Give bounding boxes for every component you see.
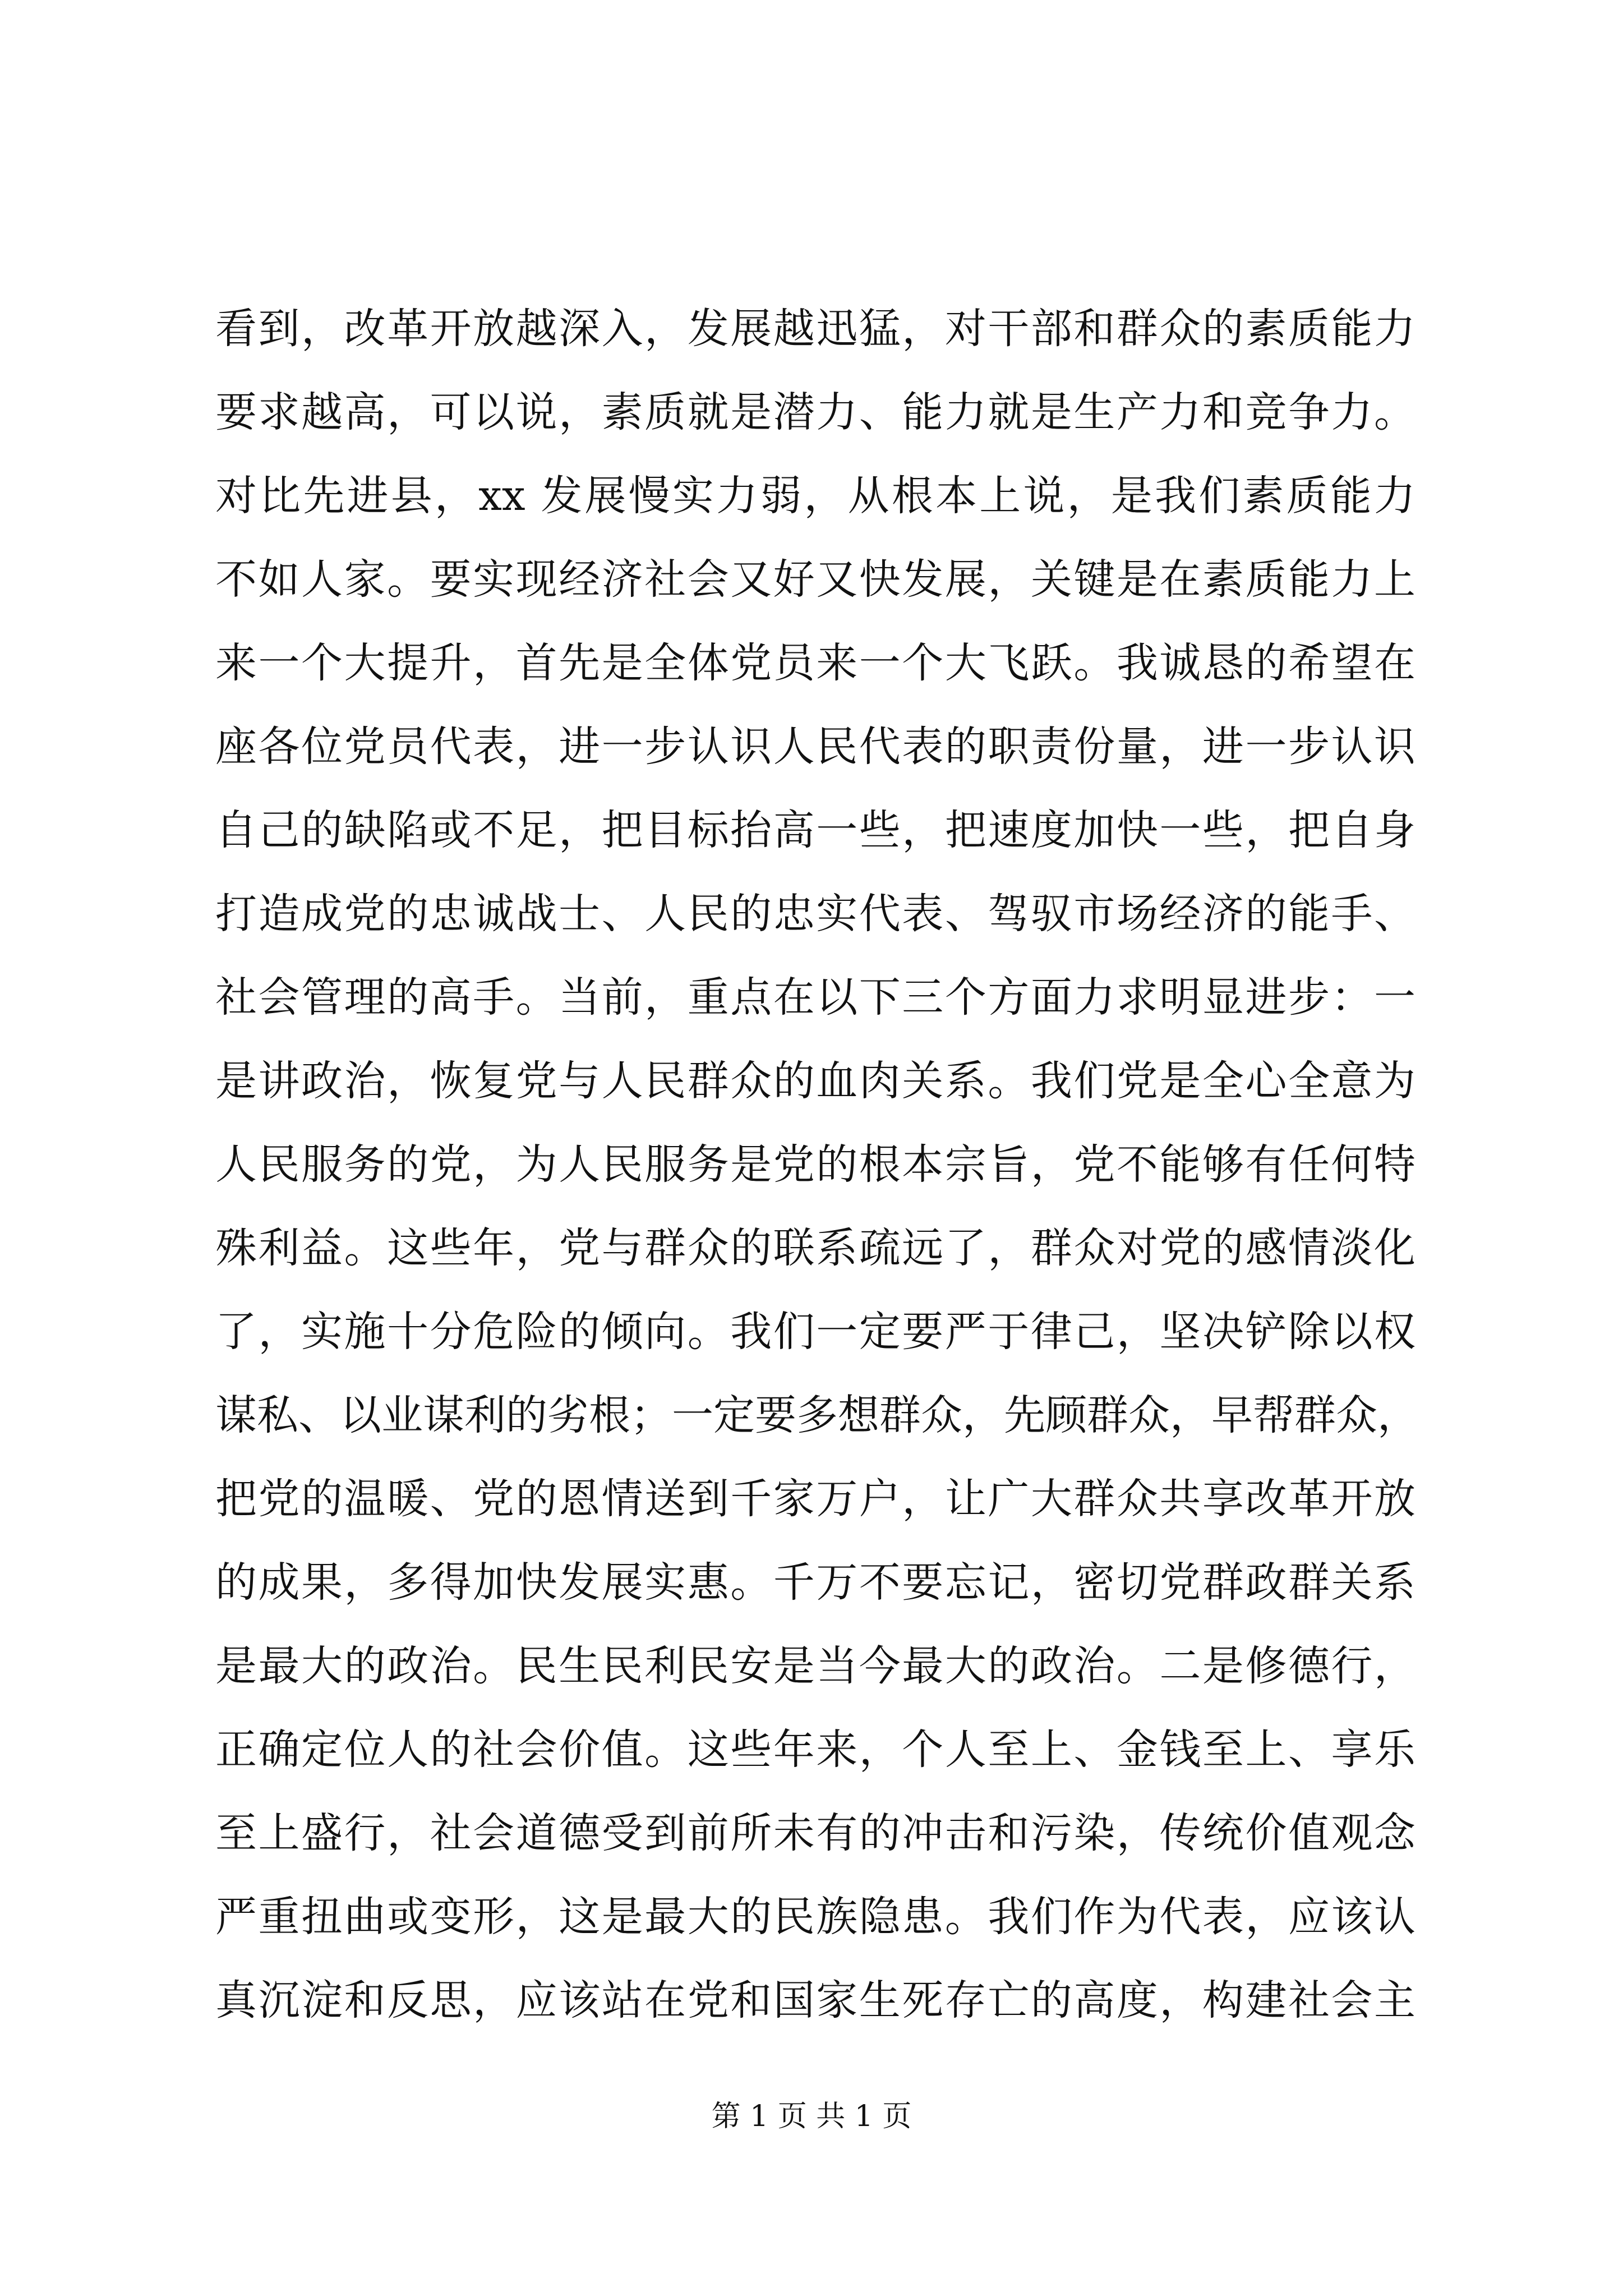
text-line: 正确定位人的社会价值。这些年来，个人至上、金钱至上、享乐 xyxy=(215,1726,1415,1774)
text-line: 把党的温暖、党的恩情送到千家万户，让广大群众共享改革开放 xyxy=(215,1475,1415,1523)
text-line: 自己的缺陷或不足，把目标抬高一些，把速度加快一些，把自身 xyxy=(215,806,1415,854)
text-line: 对比先进县，xx 发展慢实力弱，从根本上说，是我们素质能力 xyxy=(215,472,1415,520)
text-line: 谋私、以业谋利的劣根；一定要多想群众，先顾群众，早帮群众， xyxy=(215,1391,1419,1439)
text-line: 是最大的政治。民生民利民安是当今最大的政治。二是修德行， xyxy=(215,1642,1415,1690)
text-line: 的成果，多得加快发展实惠。千万不要忘记，密切党群政群关系 xyxy=(215,1558,1415,1607)
text-line: 社会管理的高手。当前，重点在以下三个方面力求明显进步：一 xyxy=(215,973,1415,1022)
text-line: 真沉淀和反思，应该站在党和国家生死存亡的高度，构建社会主 xyxy=(215,1976,1415,2024)
page-number: 第 1 页 共 1 页 xyxy=(711,2100,912,2133)
text-line: 了，实施十分危险的倾向。我们一定要严于律己，坚决铲除以权 xyxy=(215,1308,1415,1356)
text-line: 打造成党的忠诚战士、人民的忠实代表、驾驭市场经济的能手、 xyxy=(215,890,1415,938)
text-line: 殊利益。这些年，党与群众的联系疏远了，群众对党的感情淡化 xyxy=(215,1224,1415,1272)
text-line: 人民服务的党，为人民服务是党的根本宗旨，党不能够有任何特 xyxy=(215,1140,1415,1189)
text-line: 来一个大提升，首先是全体党员来一个大飞跃。我诚恳的希望在 xyxy=(215,639,1415,687)
text-line: 要求越高，可以说，素质就是潜力、能力就是生产力和竞争力。 xyxy=(215,388,1415,436)
text-line: 至上盛行，社会道德受到前所未有的冲击和污染，传统价值观念 xyxy=(215,1809,1415,1857)
text-line: 严重扭曲或变形，这是最大的民族隐患。我们作为代表，应该认 xyxy=(215,1893,1415,1941)
text-line: 不如人家。要实现经济社会又好又快发展，关键是在素质能力上 xyxy=(215,555,1415,604)
page-footer xyxy=(0,2097,1623,2136)
text-line: 看到，改革开放越深入，发展越迅猛，对干部和群众的素质能力 xyxy=(215,305,1415,353)
text-line: 是讲政治，恢复党与人民群众的血肉关系。我们党是全心全意为 xyxy=(215,1057,1415,1105)
body-text xyxy=(215,287,1419,2042)
text-line: 座各位党员代表，进一步认识人民代表的职责份量，进一步认识 xyxy=(215,723,1415,771)
